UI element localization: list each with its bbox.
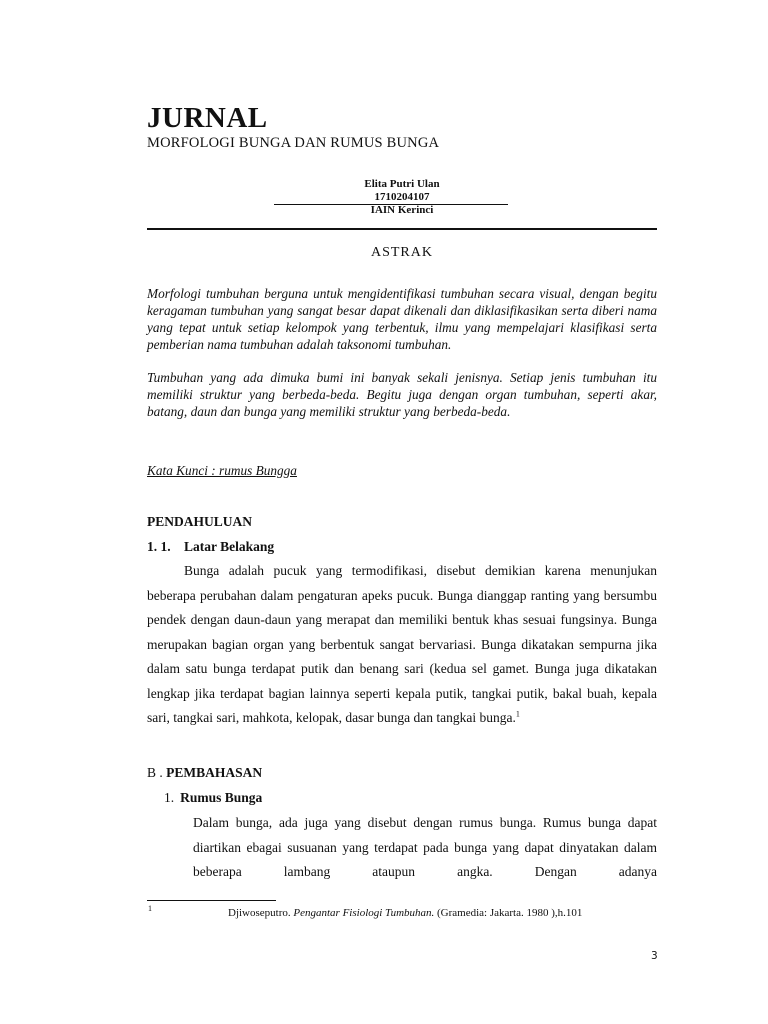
footnote-book: Pengantar Fisiologi Tumbuhan. xyxy=(293,907,435,919)
subsection-title: Latar Belakang xyxy=(184,539,275,554)
subsection-number: 1. xyxy=(164,790,175,805)
author-name: Elita Putri Ulan xyxy=(364,178,440,190)
footnote-text xyxy=(228,906,582,920)
author-institution: IAIN Kerinci xyxy=(370,204,434,216)
author-id: 1710204107 xyxy=(374,191,430,203)
section-heading-pembahasan xyxy=(147,764,262,782)
subsection-number: 1. 1. xyxy=(147,539,171,554)
section-title: PEMBAHASAN xyxy=(166,765,263,780)
section-letter: B . xyxy=(147,765,163,780)
footnote-separator xyxy=(147,900,276,901)
abstract-heading: ASTRAK xyxy=(370,245,433,260)
subsection-heading-latar-belakang xyxy=(147,538,274,556)
header-rule xyxy=(147,228,657,230)
section-heading-pendahuluan: PENDAHULUAN xyxy=(147,514,253,529)
abstract-paragraph-2: Tumbuhan yang ada dimuka bumi ini banyak sekali jenisnya. Setiap jenis tumbuhan itu memiliki struktur yang berbeda-beda. Begitu juga dengan organ tumbuhan, seperti akar, batang, daun dan bunga yang memiliki struktur yang berbeda-beda. xyxy=(147,370,657,419)
footnote-author: Djiwoseputro. xyxy=(228,907,291,919)
paper-title: MORFOLOGI BUNGA DAN RUMUS BUNGA xyxy=(147,135,440,151)
footnote-mark: 1 xyxy=(148,904,152,913)
footnote-publisher: (Gramedia: Jakarta. 1980 ),h.101 xyxy=(437,907,583,919)
subsection-heading-rumus-bunga xyxy=(164,789,262,807)
page-number: 3 xyxy=(651,950,658,962)
subsection-title: Rumus Bunga xyxy=(180,790,263,805)
keywords: Kata Kunci : rumus Bungga xyxy=(147,463,297,478)
abstract-paragraph-1: Morfologi tumbuhan berguna untuk mengidentifikasi tumbuhan secara visual, dengan begitu keragaman tumbuhan yang sangat besar dapat dikenali dan diklasifikasikan serta diberi nama yang tepat untuk setiap kelompok yang terbentuk, ilmu yang mempelajari klasifikasi serta pemberian nama tumbuhan adalah taksonomi tumbuhan. xyxy=(147,286,657,352)
journal-label: JURNAL xyxy=(147,102,268,134)
discussion-paragraph: Dalam bunga, ada juga yang disebut dengan rumus bunga. Rumus bunga dapat diartikan ebagai susuanan yang terdapat pada bunga yang dapat dinyatakan dalam beberapa lambang ataupun angka. Dengan adanya xyxy=(193,815,657,879)
footnote-reference: 1 xyxy=(515,709,520,719)
intro-paragraph xyxy=(147,559,657,731)
intro-paragraph-text: Bunga adalah pucuk yang termodifikasi, disebut demikian karena menunjukan beberapa perubahan dalam pengaturan apeks pucuk. Bunga dianggap ranting yang bersumbu pendek dengan daun-daun yang merapat dan memiliki bentuk khas sesuai fungsinya. Bunga merupakan bagian organ yang berbentuk sangat bervariasi. Bunga dikatakan sempurna jika dalam satu bunga terdapat putik dan benang sari (kedua sel gamet. Bunga juga dikatakan lengkap jika terdapat bagian lainnya seperti kepala putik, tangkai putik, bakal buah, kepala sari, tangkai sari, mahkota, kelopak, dasar bunga dan tangkai bunga. xyxy=(147,563,657,725)
